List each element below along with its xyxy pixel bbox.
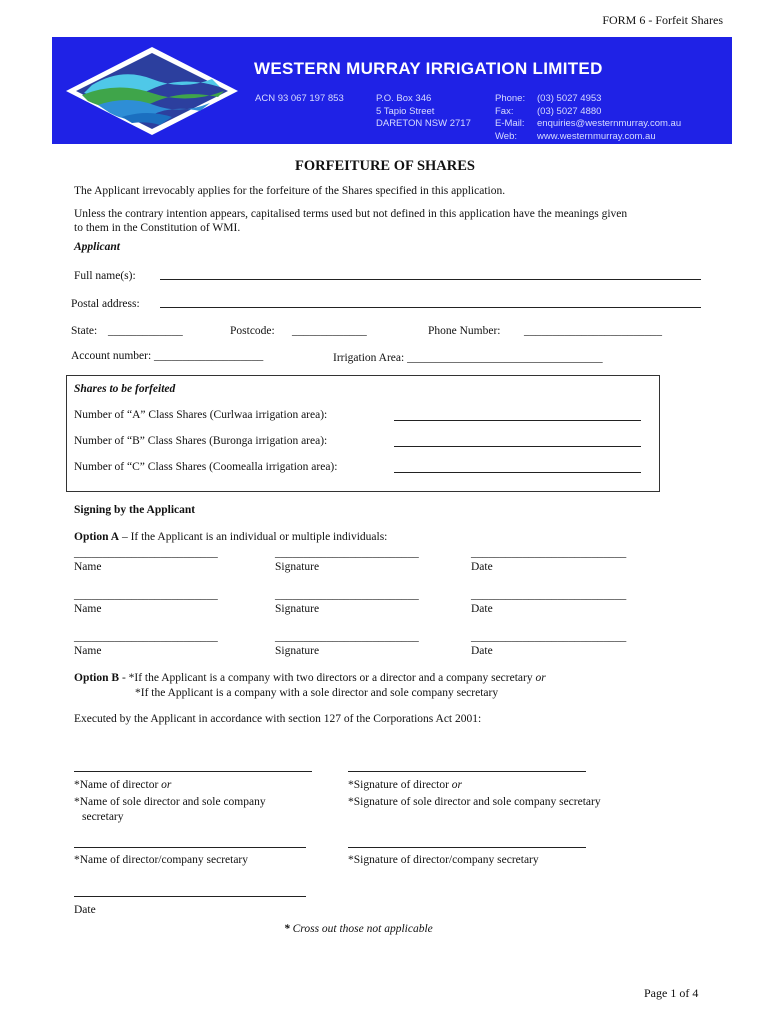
signature-label-3: Signature xyxy=(275,645,320,657)
name-dir-sec-label: *Name of director/company secretary xyxy=(74,854,249,866)
option-b xyxy=(74,671,546,685)
date-field-3[interactable]: ___________________________ xyxy=(471,631,627,643)
name-director-label: *Name of director or xyxy=(74,779,172,791)
class-b-label: Number of “B” Class Shares (Buronga irrigation area): xyxy=(74,435,328,447)
executed-text: Executed by the Applicant in accordance with section 127 of the Corporations Act 2001: xyxy=(74,713,482,725)
company-name: WESTERN MURRAY IRRIGATION LIMITED xyxy=(254,59,603,78)
signature-label-1: Signature xyxy=(275,561,320,573)
state-field[interactable]: _____________ xyxy=(108,325,183,337)
class-c-field[interactable] xyxy=(394,472,641,473)
company-banner xyxy=(52,37,732,144)
applicant-heading: Applicant xyxy=(74,241,121,253)
intro-text-2a: Unless the contrary intention appears, capitalised terms used but not defined in this application have the meanings given xyxy=(74,208,628,220)
full-name-label: Full name(s): xyxy=(74,270,136,282)
phone-field[interactable]: ________________________ xyxy=(524,325,662,337)
name-label-2: Name xyxy=(74,603,102,615)
contact-values: (03) 5027 4953 (03) 5027 4880 enquiries@westernmurray.com.au www.westernmurray.com.au xyxy=(537,93,682,142)
signature-field-1[interactable]: _________________________ xyxy=(275,547,419,559)
name-label-3: Name xyxy=(74,645,102,657)
form-id: FORM 6 - Forfeit Shares xyxy=(602,13,723,27)
option-a-label: Option A xyxy=(74,531,120,543)
postal-address-field[interactable] xyxy=(160,307,701,308)
option-b-text-1: - *If the Applicant is a company with two directors or a director and a company secretary xyxy=(119,672,536,684)
account-number-field[interactable]: Account number: ___________________ xyxy=(71,350,264,362)
date-label-b: Date xyxy=(74,904,96,916)
full-name-field[interactable] xyxy=(160,279,701,280)
state-label: State: xyxy=(71,325,98,337)
date-label-3: Date xyxy=(471,645,493,657)
sig-dir-sec-label: *Signature of director/company secretary xyxy=(348,854,539,866)
date-label-1: Date xyxy=(471,561,493,573)
intro-text: The Applicant irrevocably applies for the forfeiture of the Shares specified in this application. xyxy=(74,185,506,197)
name-field-3[interactable]: _________________________ xyxy=(74,631,218,643)
phone-label: Phone Number: xyxy=(428,325,501,337)
asterisk: * xyxy=(284,923,290,935)
option-b-label: Option B xyxy=(74,672,120,684)
name-field-2[interactable]: _________________________ xyxy=(74,589,218,601)
intro-text-2b: to them in the Constitution of WMI. xyxy=(74,222,241,234)
signature-field-2[interactable]: _________________________ xyxy=(275,589,419,601)
sig-sole-label: *Signature of sole director and sole company secretary xyxy=(348,796,601,808)
class-a-field[interactable] xyxy=(394,420,641,421)
name-label-1: Name xyxy=(74,561,102,573)
page-number: Page 1 of 4 xyxy=(644,986,699,1000)
option-a-text: – If the Applicant is an individual or multiple individuals: xyxy=(121,531,388,543)
wmi-logo xyxy=(62,45,242,137)
class-c-label: Number of “C” Class Shares (Coomealla irrigation area): xyxy=(74,461,338,473)
cross-out-note xyxy=(284,922,433,936)
name-sole-label: *Name of sole director and sole company xyxy=(74,796,266,808)
date-label-2: Date xyxy=(471,603,493,615)
class-b-field[interactable] xyxy=(394,446,641,447)
sig-director-label: *Signature of director or xyxy=(348,779,463,791)
contact-labels: Phone: Fax: E-Mail: Web: xyxy=(495,93,526,142)
date-field-b[interactable] xyxy=(74,896,306,897)
shares-heading: Shares to be forfeited xyxy=(74,383,176,395)
date-field-1[interactable]: ___________________________ xyxy=(471,547,627,559)
option-b-or: or xyxy=(535,672,546,684)
option-b-text-2: *If the Applicant is a company with a sole director and sole company secretary xyxy=(135,687,499,699)
signature-field-3[interactable]: _________________________ xyxy=(275,631,419,643)
postcode-field[interactable]: _____________ xyxy=(292,325,367,337)
name-field-1[interactable]: _________________________ xyxy=(74,547,218,559)
signature-label-2: Signature xyxy=(275,603,320,615)
cross-out-text: Cross out those not applicable xyxy=(292,923,433,935)
director-signature-field[interactable] xyxy=(348,771,586,772)
date-field-2[interactable]: ___________________________ xyxy=(471,589,627,601)
signing-heading: Signing by the Applicant xyxy=(74,504,196,516)
class-a-label: Number of “A” Class Shares (Curlwaa irrigation area): xyxy=(74,409,328,421)
irrigation-area-field[interactable]: Irrigation Area: __________________________________ xyxy=(333,352,603,364)
postal-info: P.O. Box 346 5 Tapio Street DARETON NSW 2717 xyxy=(376,93,471,129)
postal-address-label: Postal address: xyxy=(71,298,140,310)
page-title: FORFEITURE OF SHARES xyxy=(295,158,475,174)
name-sole-label-2: secretary xyxy=(82,811,124,823)
option-a xyxy=(74,530,387,544)
dir-sec-signature-field[interactable] xyxy=(348,847,586,848)
director-name-field[interactable] xyxy=(74,771,312,772)
acn: ACN 93 067 197 853 xyxy=(255,93,344,104)
dir-sec-name-field[interactable] xyxy=(74,847,306,848)
postcode-label: Postcode: xyxy=(230,325,275,337)
